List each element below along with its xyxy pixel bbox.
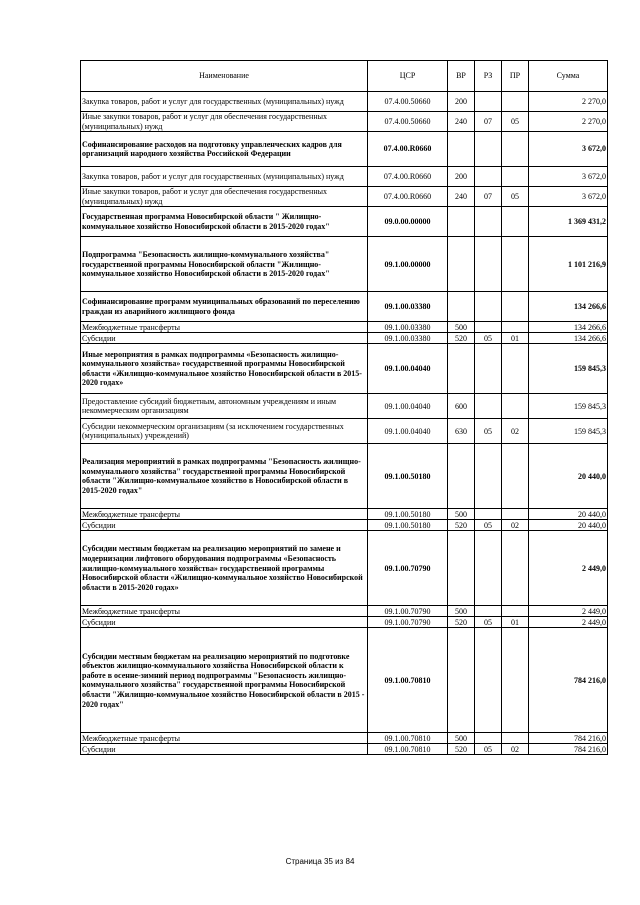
cell-rz — [475, 509, 502, 520]
cell-vr — [448, 444, 475, 509]
cell-pr: 02 — [502, 744, 529, 755]
cell-sum: 1 101 216,9 — [529, 237, 608, 292]
cell-vr: 240 — [448, 187, 475, 207]
cell-vr: 520 — [448, 744, 475, 755]
cell-pr — [502, 92, 529, 112]
cell-vr: 520 — [448, 617, 475, 628]
cell-name: Межбюджетные трансферты — [81, 509, 368, 520]
cell-rz — [475, 531, 502, 606]
cell-vr — [448, 628, 475, 733]
table-row — [81, 92, 608, 112]
cell-vr: 500 — [448, 509, 475, 520]
cell-sum: 134 266,6 — [529, 322, 608, 333]
cell-sum: 2 449,0 — [529, 606, 608, 617]
cell-rz — [475, 322, 502, 333]
cell-csr: 09.1.00.50180 — [368, 444, 448, 509]
cell-rz — [475, 237, 502, 292]
table-row — [81, 112, 608, 132]
cell-sum: 134 266,6 — [529, 292, 608, 322]
cell-name: Межбюджетные трансферты — [81, 733, 368, 744]
table-row — [81, 744, 608, 755]
table-row — [81, 237, 608, 292]
table-row — [81, 187, 608, 207]
cell-vr — [448, 207, 475, 237]
cell-rz: 05 — [475, 617, 502, 628]
table-row — [81, 617, 608, 628]
cell-sum: 784 216,0 — [529, 628, 608, 733]
cell-csr: 09.0.00.00000 — [368, 207, 448, 237]
cell-csr: 07.4.00.50660 — [368, 92, 448, 112]
cell-name: Иные закупки товаров, работ и услуг для обеспечения государственных (муниципальных) нужд — [81, 112, 368, 132]
cell-sum: 2 270,0 — [529, 92, 608, 112]
header-csr: ЦСР — [368, 61, 448, 92]
cell-vr: 500 — [448, 322, 475, 333]
table-row — [81, 733, 608, 744]
cell-name: Закупка товаров, работ и услуг для государственных (муниципальных) нужд — [81, 92, 368, 112]
cell-pr — [502, 292, 529, 322]
cell-sum: 2 449,0 — [529, 617, 608, 628]
cell-pr: 02 — [502, 520, 529, 531]
cell-name: Реализация мероприятий в рамках подпрограммы "Безопасность жилищно-коммунального хозяйства" государственной программы Новосибирской области "Жилищно-коммунальное хозяйство в Новосибирской области в 2015-2020 годах" — [81, 444, 368, 509]
cell-pr: 02 — [502, 419, 529, 444]
cell-name: Подпрограмма "Безопасность жилищно-коммунального хозяйства" государственной программы Новосибирской области "Жилищно-коммунальное хозяйство Новосибирской области в 2015-2020 годах" — [81, 237, 368, 292]
cell-pr: 05 — [502, 187, 529, 207]
cell-name: Софинансирование программ муниципальных образований по переселению граждан из аварийного жилищного фонда — [81, 292, 368, 322]
cell-csr: 09.1.00.70790 — [368, 531, 448, 606]
cell-name: Субсидии местным бюджетам на реализацию мероприятий по замене и модернизации лифтового оборудования подпрограммы «Безопасность жилищно-коммунального хозяйства» государственной программы Новосибирской области «Жилищно-коммунальное хозяйство Новосибирской области в 2015-2020 годах» — [81, 531, 368, 606]
cell-sum: 784 216,0 — [529, 733, 608, 744]
page-number: Страница 35 из 84 — [285, 857, 355, 866]
table-row — [81, 292, 608, 322]
table-row — [81, 322, 608, 333]
budget-table — [80, 60, 608, 755]
cell-pr — [502, 322, 529, 333]
cell-sum: 784 216,0 — [529, 744, 608, 755]
cell-rz: 05 — [475, 333, 502, 344]
cell-csr: 09.1.00.50180 — [368, 520, 448, 531]
cell-csr: 09.1.00.70810 — [368, 733, 448, 744]
cell-vr — [448, 344, 475, 394]
cell-sum: 159 845,3 — [529, 394, 608, 419]
cell-pr — [502, 733, 529, 744]
cell-vr: 630 — [448, 419, 475, 444]
cell-name: Межбюджетные трансферты — [81, 606, 368, 617]
table-row — [81, 394, 608, 419]
cell-sum: 159 845,3 — [529, 344, 608, 394]
cell-pr — [502, 344, 529, 394]
header-rz: РЗ — [475, 61, 502, 92]
cell-sum: 20 440,0 — [529, 444, 608, 509]
cell-vr — [448, 132, 475, 167]
cell-csr: 09.1.00.70810 — [368, 744, 448, 755]
cell-csr: 07.4.00.R0660 — [368, 132, 448, 167]
cell-pr — [502, 509, 529, 520]
cell-pr: 01 — [502, 333, 529, 344]
table-header-row — [81, 61, 608, 92]
table-row — [81, 531, 608, 606]
cell-sum: 159 845,3 — [529, 419, 608, 444]
cell-pr — [502, 167, 529, 187]
cell-name: Субсидии — [81, 520, 368, 531]
cell-csr: 09.1.00.70810 — [368, 628, 448, 733]
cell-name: Субсидии местным бюджетам на реализацию мероприятий по подготовке объектов жилищно-коммунального хозяйства Новосибирской области к работе в осенне-зимний период подпрограммы "Безопасность жилищно-коммунального хозяйства" государственной программы Новосибирской области "Жилищно-коммунальное хозяйство Новосибирской области в 2015 - 2020 годах" — [81, 628, 368, 733]
header-name: Наименование — [81, 61, 368, 92]
cell-sum: 3 672,0 — [529, 167, 608, 187]
cell-csr: 09.1.00.00000 — [368, 237, 448, 292]
cell-sum: 2 449,0 — [529, 531, 608, 606]
cell-csr: 07.4.00.R0660 — [368, 187, 448, 207]
cell-rz: 07 — [475, 187, 502, 207]
cell-pr — [502, 394, 529, 419]
cell-csr: 09.1.00.70790 — [368, 606, 448, 617]
cell-vr: 600 — [448, 394, 475, 419]
cell-rz — [475, 132, 502, 167]
cell-name: Государственная программа Новосибирской области " Жилищно-коммунальное хозяйство Новосибирской области в 2015-2020 годах" — [81, 207, 368, 237]
cell-csr: 09.1.00.03380 — [368, 292, 448, 322]
cell-name: Субсидии — [81, 333, 368, 344]
cell-vr: 240 — [448, 112, 475, 132]
cell-rz — [475, 344, 502, 394]
table-row — [81, 444, 608, 509]
cell-pr — [502, 606, 529, 617]
cell-pr — [502, 531, 529, 606]
cell-name: Иные мероприятия в рамках подпрограммы «Безопасность жилищно-коммунального хозяйства» государственной программы Новосибирской области «Жилищно-коммунальное хозяйство Новосибирской области в 2015-2020 годах» — [81, 344, 368, 394]
cell-vr — [448, 292, 475, 322]
table-row — [81, 207, 608, 237]
cell-rz: 05 — [475, 419, 502, 444]
cell-vr: 500 — [448, 606, 475, 617]
table-row — [81, 132, 608, 167]
cell-pr — [502, 132, 529, 167]
cell-pr — [502, 237, 529, 292]
table-row — [81, 333, 608, 344]
cell-csr: 09.1.00.04040 — [368, 344, 448, 394]
cell-vr: 500 — [448, 733, 475, 744]
cell-rz — [475, 292, 502, 322]
cell-vr — [448, 237, 475, 292]
cell-sum: 2 270,0 — [529, 112, 608, 132]
table-row — [81, 628, 608, 733]
cell-pr — [502, 444, 529, 509]
cell-rz — [475, 394, 502, 419]
cell-sum: 3 672,0 — [529, 187, 608, 207]
table-row — [81, 509, 608, 520]
cell-rz — [475, 167, 502, 187]
cell-vr: 520 — [448, 520, 475, 531]
table-row — [81, 520, 608, 531]
cell-csr: 09.1.00.50180 — [368, 509, 448, 520]
cell-csr: 09.1.00.04040 — [368, 394, 448, 419]
cell-csr: 07.4.00.R0660 — [368, 167, 448, 187]
cell-rz: 05 — [475, 520, 502, 531]
cell-pr: 05 — [502, 112, 529, 132]
cell-csr: 09.1.00.03380 — [368, 322, 448, 333]
cell-rz — [475, 628, 502, 733]
cell-rz — [475, 92, 502, 112]
cell-pr: 01 — [502, 617, 529, 628]
cell-rz: 05 — [475, 744, 502, 755]
header-sum: Сумма — [529, 61, 608, 92]
cell-name: Иные закупки товаров, работ и услуг для обеспечения государственных (муниципальных) нужд — [81, 187, 368, 207]
cell-csr: 07.4.00.50660 — [368, 112, 448, 132]
cell-vr — [448, 531, 475, 606]
header-vr: ВР — [448, 61, 475, 92]
table-row — [81, 344, 608, 394]
cell-sum: 3 672,0 — [529, 132, 608, 167]
cell-name: Софинансирование расходов на подготовку управленческих кадров для организаций народного хозяйства Российской Федерации — [81, 132, 368, 167]
cell-csr: 09.1.00.03380 — [368, 333, 448, 344]
cell-name: Предоставление субсидий бюджетным, автономным учреждениям и иным некоммерческим организациям — [81, 394, 368, 419]
table-row — [81, 419, 608, 444]
cell-csr: 09.1.00.04040 — [368, 419, 448, 444]
cell-rz — [475, 207, 502, 237]
cell-name: Субсидии — [81, 744, 368, 755]
cell-sum: 20 440,0 — [529, 520, 608, 531]
cell-sum: 134 266,6 — [529, 333, 608, 344]
cell-sum: 1 369 431,2 — [529, 207, 608, 237]
cell-vr: 520 — [448, 333, 475, 344]
table-body — [81, 92, 608, 755]
cell-pr — [502, 628, 529, 733]
header-pr: ПР — [502, 61, 529, 92]
cell-name: Субсидии — [81, 617, 368, 628]
cell-name: Закупка товаров, работ и услуг для государственных (муниципальных) нужд — [81, 167, 368, 187]
cell-rz — [475, 606, 502, 617]
cell-sum: 20 440,0 — [529, 509, 608, 520]
cell-vr: 200 — [448, 167, 475, 187]
cell-csr: 09.1.00.70790 — [368, 617, 448, 628]
table-row — [81, 606, 608, 617]
cell-rz — [475, 733, 502, 744]
cell-rz: 07 — [475, 112, 502, 132]
cell-vr: 200 — [448, 92, 475, 112]
table-row — [81, 167, 608, 187]
cell-rz — [475, 444, 502, 509]
cell-pr — [502, 207, 529, 237]
cell-name: Межбюджетные трансферты — [81, 322, 368, 333]
cell-name: Субсидии некоммерческим организациям (за исключением государственных (муниципальных) учреждений) — [81, 419, 368, 444]
